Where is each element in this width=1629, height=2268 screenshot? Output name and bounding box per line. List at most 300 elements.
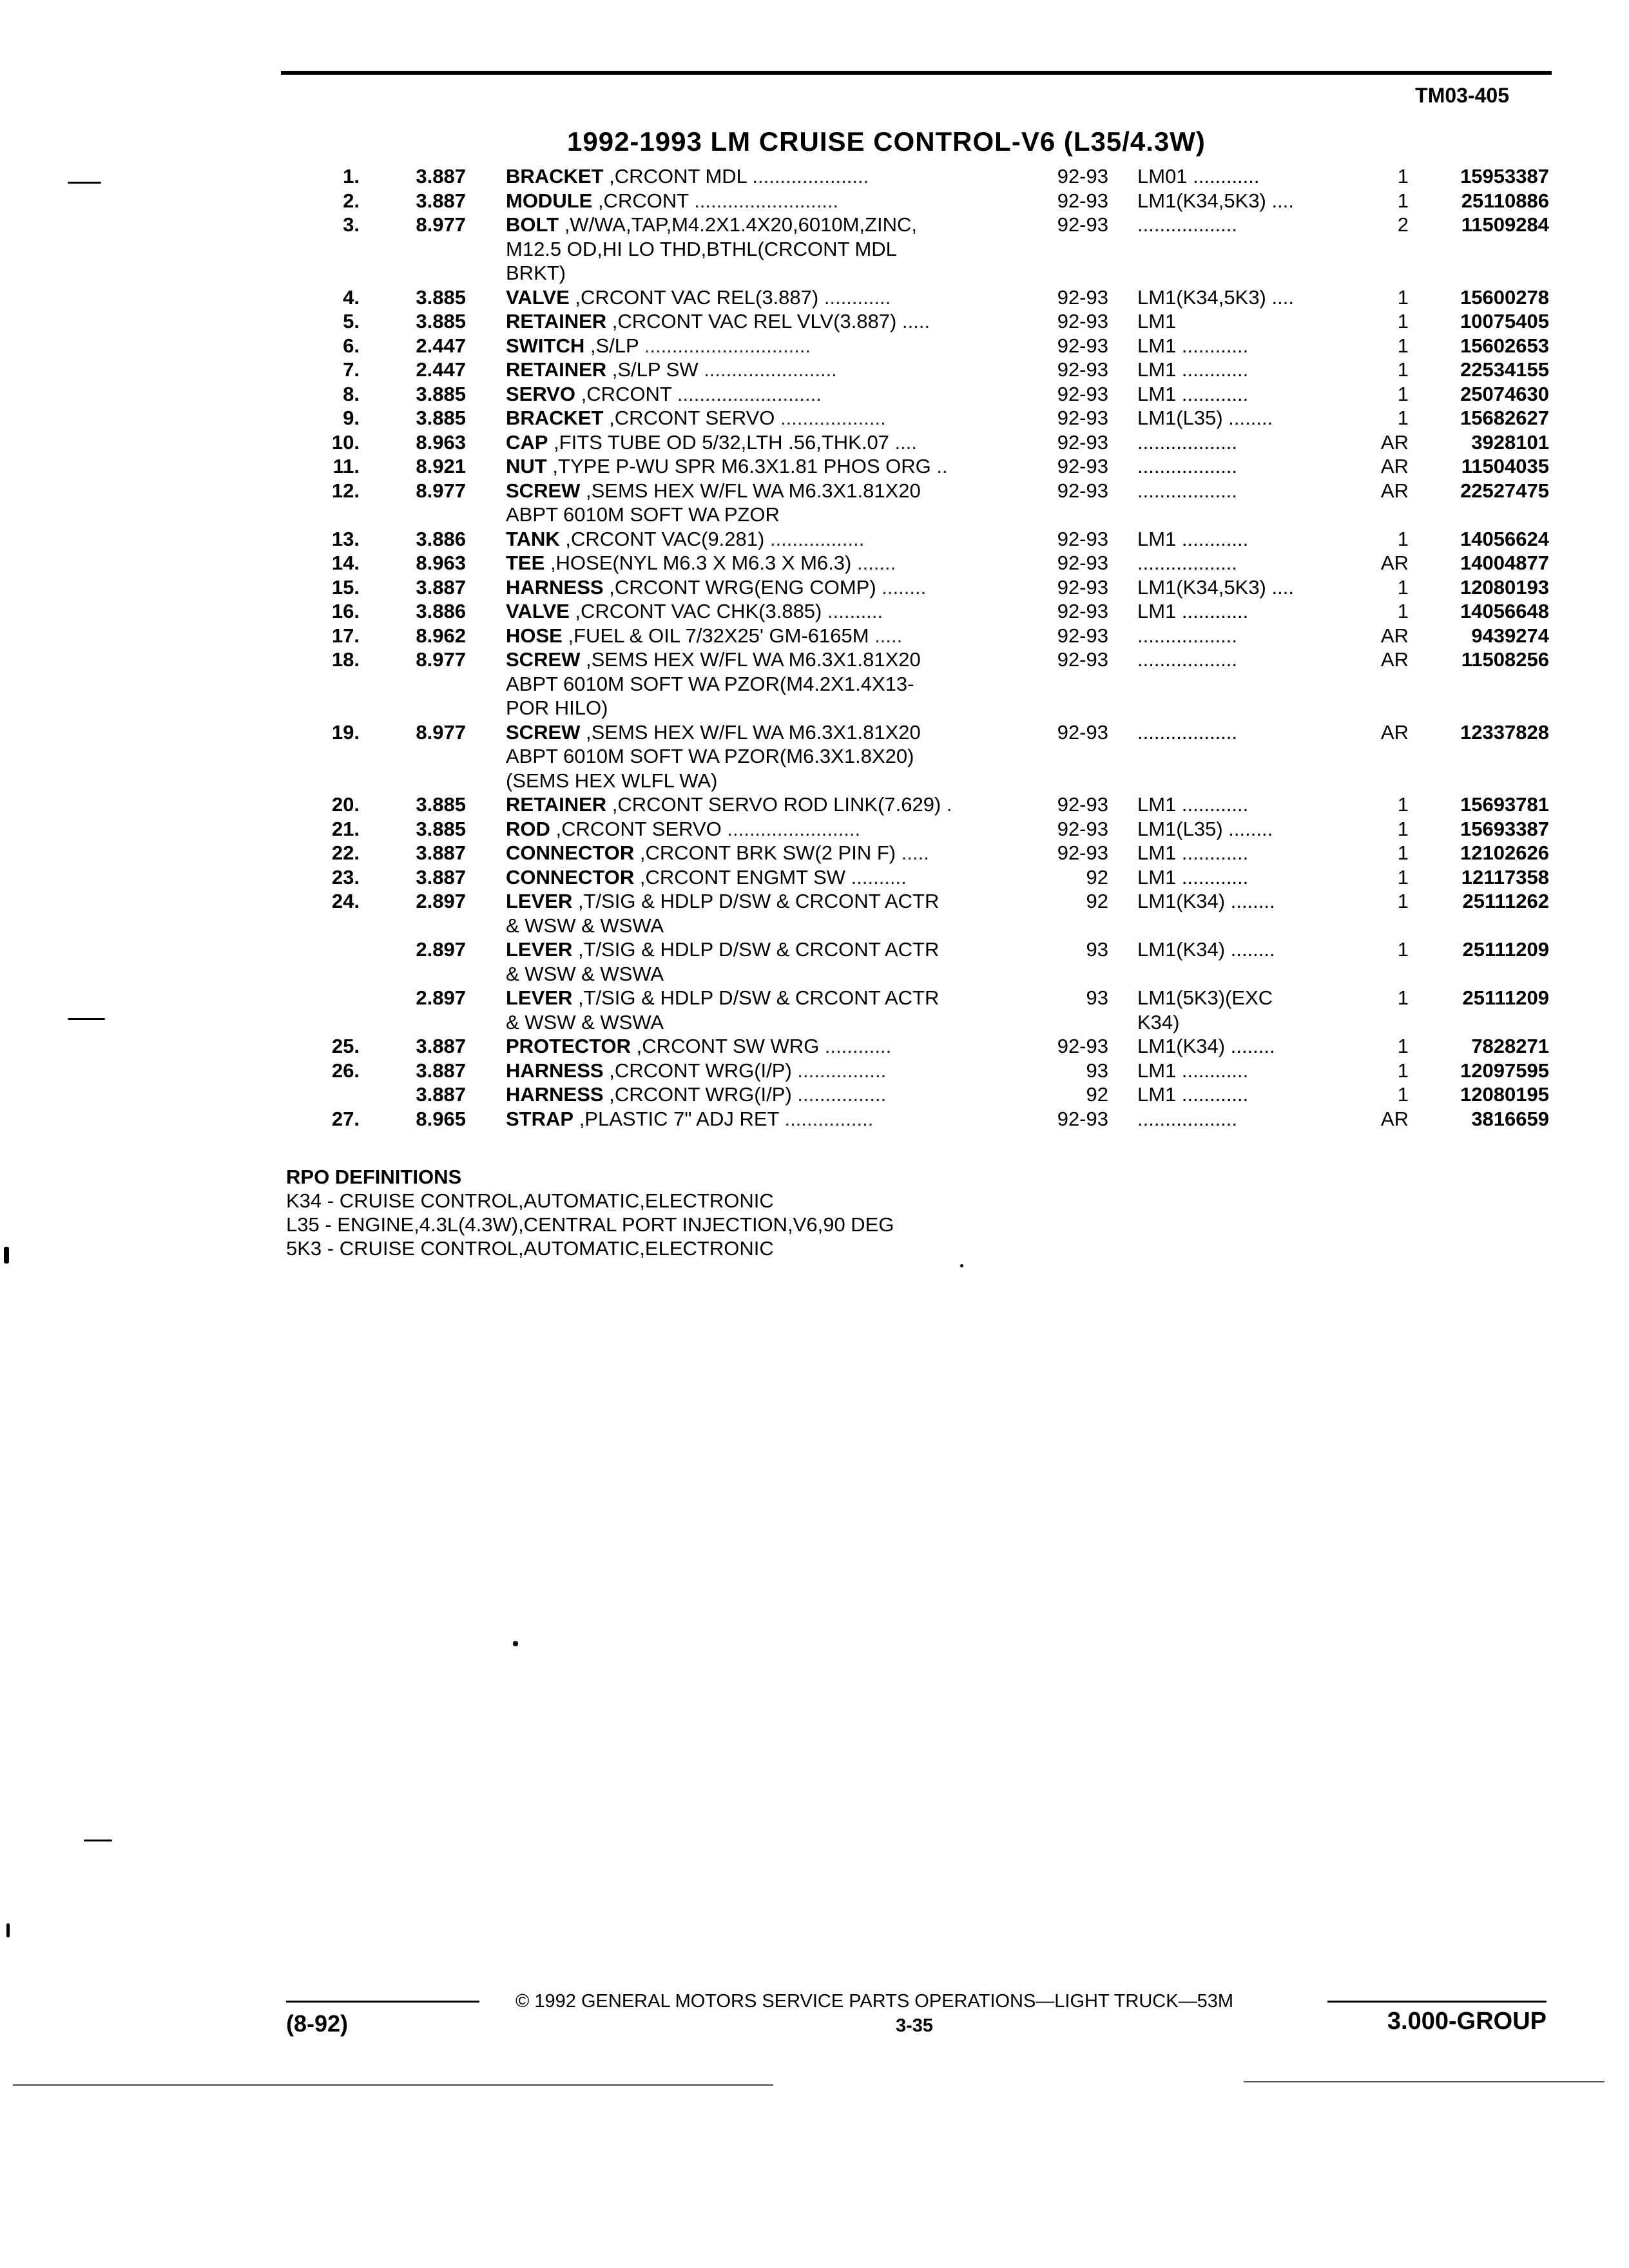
application: LM01 ............: [1137, 165, 1260, 187]
leader-dots: ................: [778, 1107, 874, 1130]
rpo-item: K34 - CRUISE CONTROL,AUTOMATIC,ELECTRONIC: [286, 1189, 774, 1212]
leader-dots: .....: [869, 624, 903, 647]
part-description: [506, 551, 1032, 575]
part-name: RETAINER: [506, 310, 607, 332]
part-number: 3816659: [1471, 1107, 1549, 1130]
part-description-continued: M12.5 OD,HI LO THD,BTHL(CRCONT MDL: [506, 237, 897, 260]
part-number: 12080193: [1460, 575, 1549, 599]
application: ..................: [1137, 648, 1238, 671]
part-detail: ,SEMS HEX W/FL WA M6.3X1.81X20: [580, 648, 921, 671]
part-number: 22527475: [1460, 479, 1549, 502]
scan-artifact-line: [13, 2084, 773, 2086]
application: LM1 ............: [1137, 382, 1249, 405]
part-name: LEVER: [506, 986, 573, 1009]
part-row: [303, 575, 1559, 600]
scan-artifact-mark: [84, 1840, 112, 1841]
leader-dots: ..........................: [688, 189, 839, 212]
part-number: 12102626: [1460, 841, 1549, 864]
scan-artifact-line: [1244, 2081, 1605, 2082]
model-years: 92-93: [1057, 165, 1108, 187]
part-detail: ,CRCONT VAC(9.281): [559, 527, 765, 550]
footer-page-number: 3-35: [896, 2015, 934, 2036]
leader-dots: .......: [851, 552, 896, 574]
model-years: 92-93: [1057, 213, 1108, 236]
part-detail: ,W/WA,TAP,M4.2X1.4X20,6010M,ZINC,: [559, 213, 917, 236]
part-description: [506, 1082, 1032, 1107]
part-detail: ,HOSE(NYL M6.3 X M6.3 X M6.3): [545, 552, 852, 574]
part-row: [303, 358, 1559, 382]
part-description: [506, 841, 1032, 865]
group-number: 3.885: [416, 285, 466, 309]
top-rule: [281, 71, 1552, 75]
leader-dots: ..........: [845, 865, 907, 889]
part-name: SCREW: [506, 648, 581, 671]
model-years: 92-93: [1057, 455, 1108, 477]
item-number: 2.: [343, 189, 360, 212]
part-description: [506, 986, 1032, 1010]
part-row: [303, 164, 1559, 189]
part-description: [506, 937, 1032, 962]
quantity: 1: [1397, 407, 1409, 429]
item-number: 9.: [343, 407, 360, 429]
part-description: [506, 527, 1032, 552]
application: LM1(L35) ........: [1137, 817, 1273, 840]
application: LM1(K34,5K3) ....: [1137, 285, 1294, 309]
group-number: 3.885: [416, 310, 466, 332]
part-number: 25074630: [1460, 382, 1549, 405]
quantity: AR: [1380, 648, 1409, 671]
rpo-item: 5K3 - CRUISE CONTROL,AUTOMATIC,ELECTRONIC: [286, 1237, 774, 1260]
part-row: [303, 527, 1559, 552]
group-number: 8.963: [416, 552, 466, 574]
part-detail: ,CRCONT WRG(ENG COMP): [603, 575, 876, 599]
group-number: 8.977: [416, 479, 466, 502]
group-number: 3.887: [416, 165, 466, 187]
part-description: [506, 648, 1032, 672]
part-row: [303, 309, 1559, 334]
part-number: 15682627: [1460, 407, 1549, 429]
part-number: 14004877: [1460, 552, 1549, 574]
item-number: 11.: [333, 455, 360, 477]
part-detail: ,T/SIG & HDLP D/SW & CRCONT ACTR: [572, 890, 940, 912]
quantity: 1: [1397, 793, 1409, 816]
quantity: 1: [1397, 165, 1409, 187]
application: LM1(K34) ........: [1137, 1035, 1275, 1057]
part-row: [303, 1034, 1559, 1059]
part-detail: ,SEMS HEX W/FL WA M6.3X1.81X20: [580, 720, 921, 744]
part-number: 25111209: [1462, 938, 1549, 961]
part-row: [303, 937, 1559, 986]
scan-artifact-dot: [960, 1264, 963, 1267]
quantity: 1: [1397, 358, 1409, 381]
model-years: 92-93: [1057, 600, 1108, 622]
model-years: 92-93: [1057, 334, 1108, 357]
part-detail: ,S/LP: [584, 334, 639, 357]
leader-dots: ........: [876, 575, 927, 599]
group-number: 3.885: [416, 793, 466, 816]
item-number: 26.: [331, 1059, 360, 1082]
leader-dots: .: [941, 793, 952, 816]
part-detail: ,T/SIG & HDLP D/SW & CRCONT ACTR: [572, 986, 940, 1009]
group-number: 2.897: [416, 938, 466, 961]
part-number: 10075405: [1460, 310, 1549, 332]
part-detail: ,T/SIG & HDLP D/SW & CRCONT ACTR: [572, 938, 940, 961]
group-number: 3.885: [416, 817, 466, 840]
model-years: 92-93: [1057, 310, 1108, 332]
part-detail: ,CRCONT VAC REL VLV(3.887): [606, 310, 897, 332]
part-number: 11509284: [1461, 213, 1549, 236]
part-row: [303, 382, 1559, 407]
part-number: 12337828: [1460, 720, 1549, 744]
quantity: 1: [1397, 890, 1409, 912]
part-row: [303, 1059, 1559, 1083]
part-row: [303, 406, 1559, 430]
part-description: [506, 285, 1032, 310]
group-number: 3.886: [416, 600, 466, 622]
quantity: AR: [1380, 479, 1409, 502]
application: LM1 ............: [1137, 1083, 1249, 1106]
group-number: 2.897: [416, 890, 466, 912]
item-number: 23.: [331, 865, 360, 889]
group-number: 3.887: [416, 841, 466, 864]
part-name: HARNESS: [506, 1083, 604, 1106]
application: LM1 ............: [1137, 841, 1249, 864]
part-name: BRACKET: [506, 165, 604, 187]
model-years: 92-93: [1057, 527, 1108, 550]
application: ..................: [1137, 213, 1238, 236]
part-description: [506, 889, 1032, 914]
group-number: 3.887: [416, 1083, 466, 1106]
leader-dots: ........................: [721, 817, 861, 840]
quantity: 1: [1397, 575, 1409, 599]
part-description-continued: POR HILO): [506, 697, 608, 719]
leader-dots: ....: [889, 430, 917, 454]
document-id: TM03-405: [1415, 84, 1509, 107]
quantity: 1: [1397, 600, 1409, 622]
part-name: ROD: [506, 817, 550, 840]
part-description: [506, 575, 1032, 600]
part-detail: ,CRCONT SERVO: [550, 817, 722, 840]
parts-list: [303, 164, 1559, 1131]
part-name: VALVE: [506, 285, 570, 309]
leader-dots: ..: [930, 455, 948, 477]
part-row: [303, 430, 1559, 455]
model-years: 92: [1086, 1083, 1108, 1106]
item-number: 1.: [343, 165, 360, 187]
rpo-item: L35 - ENGINE,4.3L(4.3W),CENTRAL PORT INJECTION,V6,90 DEG: [286, 1213, 894, 1236]
part-detail: ,CRCONT WRG(I/P): [603, 1059, 792, 1082]
footer-rule-left: [286, 2001, 479, 2003]
application: LM1 ............: [1137, 527, 1249, 550]
part-description-continued: ABPT 6010M SOFT WA PZOR(M4.2X1.4X13-: [506, 672, 914, 695]
item-number: 16.: [331, 600, 360, 622]
part-number: 14056648: [1460, 600, 1549, 622]
item-number: 6.: [343, 334, 360, 357]
leader-dots: .....: [896, 310, 930, 332]
part-detail: ,CRCONT VAC CHK(3.885): [569, 600, 822, 622]
item-number: 18.: [331, 648, 360, 671]
item-number: 10.: [331, 430, 360, 454]
quantity: AR: [1380, 455, 1409, 477]
application: ..................: [1137, 1107, 1238, 1130]
part-description-continued: BRKT): [506, 262, 566, 284]
part-detail: ,PLASTIC 7" ADJ RET: [574, 1107, 779, 1130]
part-description: [506, 624, 1032, 648]
application: LM1(K34,5K3) ....: [1137, 575, 1294, 599]
part-row: [303, 599, 1559, 624]
part-row: [303, 793, 1559, 817]
part-description: [506, 793, 1032, 817]
application: ..................: [1137, 479, 1238, 502]
part-number: 15693387: [1460, 817, 1549, 840]
item-number: 15.: [331, 575, 360, 599]
part-name: TEE: [506, 552, 545, 574]
part-name: RETAINER: [506, 358, 607, 381]
part-name: HARNESS: [506, 575, 604, 599]
model-years: 92-93: [1057, 648, 1108, 671]
part-description: [506, 1059, 1032, 1083]
part-number: 9439274: [1471, 624, 1549, 647]
model-years: 92-93: [1057, 720, 1108, 744]
part-detail: ,CRCONT SERVO ROD LINK(7.629): [606, 793, 941, 816]
part-detail: ,CRCONT: [592, 189, 689, 212]
part-row: [303, 479, 1559, 527]
quantity: AR: [1380, 430, 1409, 454]
part-detail: ,CRCONT VAC REL(3.887): [569, 285, 819, 309]
scan-artifact-dot: [513, 1641, 518, 1646]
part-row: [303, 551, 1559, 575]
leader-dots: .....: [896, 841, 929, 864]
item-number: 13.: [331, 527, 360, 550]
page-title: 1992-1993 LM CRUISE CONTROL-V6 (L35/4.3W): [567, 126, 1206, 157]
model-years: 93: [1086, 986, 1108, 1009]
scan-artifact-mark: [4, 1247, 9, 1264]
part-detail: ,CRCONT ENGMT SW: [634, 865, 846, 889]
item-number: 20.: [331, 793, 360, 816]
leader-dots: ........................: [698, 358, 837, 381]
part-row: [303, 624, 1559, 648]
part-description: [506, 1107, 1032, 1131]
model-years: 92: [1086, 890, 1108, 912]
part-description: [506, 164, 1032, 189]
item-number: 7.: [343, 358, 360, 381]
part-number: 25110886: [1461, 189, 1549, 212]
model-years: 92-93: [1057, 1035, 1108, 1057]
part-description: [506, 358, 1032, 382]
application: LM1(L35) ........: [1137, 407, 1273, 429]
group-number: 3.885: [416, 407, 466, 429]
item-number: 19.: [331, 720, 360, 744]
part-number: 14056624: [1460, 527, 1549, 550]
application: LM1 ............: [1137, 793, 1249, 816]
group-number: 3.887: [416, 1035, 466, 1057]
item-number: 17.: [331, 624, 360, 647]
leader-dots: ................: [791, 1059, 887, 1082]
part-name: TANK: [506, 527, 560, 550]
application: LM1(5K3)(EXC: [1137, 986, 1273, 1009]
footer-group: 3.000-GROUP: [1387, 2008, 1547, 2035]
part-description: [506, 430, 1032, 455]
model-years: 92-93: [1057, 382, 1108, 405]
part-row: [303, 841, 1559, 865]
part-name: BRACKET: [506, 407, 604, 429]
group-number: 8.977: [416, 213, 466, 236]
part-detail: ,CRCONT SERVO: [603, 407, 775, 429]
part-row: [303, 720, 1559, 793]
group-number: 3.887: [416, 1059, 466, 1082]
footer-date: (8-92): [286, 2010, 349, 2037]
part-number: 3928101: [1471, 430, 1549, 454]
part-row: [303, 986, 1559, 1034]
part-number: 7828271: [1471, 1035, 1549, 1057]
application: LM1(K34) ........: [1137, 890, 1275, 912]
part-number: 15693781: [1460, 793, 1549, 816]
part-row: [303, 189, 1559, 213]
part-detail: ,CRCONT WRG(I/P): [603, 1083, 792, 1106]
part-description-continued: (SEMS HEX WLFL WA): [506, 769, 718, 792]
quantity: 1: [1397, 841, 1409, 864]
part-description: [506, 720, 1032, 745]
item-number: 12.: [331, 479, 360, 502]
model-years: 92-93: [1057, 624, 1108, 647]
part-number: 22534155: [1460, 358, 1549, 381]
group-number: 3.886: [416, 527, 466, 550]
quantity: AR: [1380, 552, 1409, 574]
part-description: [506, 599, 1032, 624]
part-description: [506, 213, 1032, 237]
part-name: SERVO: [506, 382, 575, 405]
part-description-continued: & WSW & WSWA: [506, 914, 664, 937]
leader-dots: ...................: [775, 407, 886, 429]
part-description-continued: ABPT 6010M SOFT WA PZOR(M6.3X1.8X20): [506, 745, 914, 767]
item-number: 3.: [343, 213, 360, 236]
quantity: 1: [1397, 1083, 1409, 1106]
part-row: [303, 648, 1559, 720]
part-name: NUT: [506, 455, 547, 477]
part-description: [506, 406, 1032, 430]
quantity: 1: [1397, 1059, 1409, 1082]
application: LM1 ............: [1137, 334, 1249, 357]
item-number: 4.: [343, 285, 360, 309]
part-description: [506, 309, 1032, 334]
part-name: HARNESS: [506, 1059, 604, 1082]
part-description: [506, 382, 1032, 407]
group-number: 3.887: [416, 865, 466, 889]
application: LM1 ............: [1137, 1059, 1249, 1082]
application: LM1(K34) ........: [1137, 938, 1275, 961]
part-row: [303, 454, 1559, 479]
leader-dots: ..........: [822, 600, 883, 622]
model-years: 92-93: [1057, 575, 1108, 599]
footer-copyright: © 1992 GENERAL MOTORS SERVICE PARTS OPERATIONS—LIGHT TRUCK—53M: [516, 1991, 1233, 2012]
model-years: 92-93: [1057, 430, 1108, 454]
part-detail: ,CRCONT SW WRG: [631, 1035, 820, 1057]
quantity: 1: [1397, 285, 1409, 309]
rpo-definitions: [286, 1165, 894, 1260]
leader-dots: ..............................: [639, 334, 811, 357]
part-number: 12117358: [1461, 865, 1549, 889]
part-name: VALVE: [506, 600, 570, 622]
part-description: [506, 189, 1032, 213]
quantity: 1: [1397, 865, 1409, 889]
part-row: [303, 285, 1559, 310]
model-years: 92-93: [1057, 358, 1108, 381]
item-number: 24.: [331, 890, 360, 912]
leader-dots: .....................: [746, 165, 869, 187]
group-number: 3.885: [416, 382, 466, 405]
application: ..................: [1137, 455, 1238, 477]
part-name: LEVER: [506, 890, 573, 912]
part-row: [303, 817, 1559, 841]
part-number: 12097595: [1460, 1059, 1549, 1082]
part-description: [506, 1034, 1032, 1059]
quantity: 1: [1397, 310, 1409, 332]
part-row: [303, 213, 1559, 285]
scan-artifact-mark: [68, 182, 101, 184]
part-row: [303, 1082, 1559, 1107]
part-row: [303, 334, 1559, 358]
quantity: AR: [1380, 720, 1409, 744]
part-number: 15602653: [1460, 334, 1549, 357]
group-number: 2.447: [416, 358, 466, 381]
part-detail: ,SEMS HEX W/FL WA M6.3X1.81X20: [580, 479, 921, 502]
model-years: 92: [1086, 865, 1108, 889]
application: ..................: [1137, 624, 1238, 647]
group-number: 8.977: [416, 720, 466, 744]
part-name: RETAINER: [506, 793, 607, 816]
group-number: 8.965: [416, 1107, 466, 1130]
part-number: 11508256: [1461, 648, 1549, 671]
application: ..................: [1137, 720, 1238, 744]
application: LM1 ............: [1137, 358, 1249, 381]
quantity: 1: [1397, 817, 1409, 840]
footer-rule-right: [1327, 2001, 1547, 2003]
part-name: BOLT: [506, 213, 559, 236]
part-detail: ,CRCONT: [575, 382, 672, 405]
application: LM1(K34,5K3) ....: [1137, 189, 1294, 212]
part-description: [506, 454, 1032, 479]
model-years: 93: [1086, 938, 1108, 961]
model-years: 92-93: [1057, 552, 1108, 574]
part-description-continued: & WSW & WSWA: [506, 1010, 664, 1033]
part-name: CONNECTOR: [506, 841, 635, 864]
quantity: 1: [1397, 938, 1409, 961]
group-number: 3.887: [416, 189, 466, 212]
scan-artifact-mark: [68, 1018, 105, 1020]
part-name: SCREW: [506, 479, 581, 502]
part-name: SWITCH: [506, 334, 585, 357]
part-detail: ,FITS TUBE OD 5/32,LTH .56,THK.07: [548, 430, 889, 454]
model-years: 92-93: [1057, 817, 1108, 840]
group-number: 8.977: [416, 648, 466, 671]
part-number: 25111209: [1462, 986, 1549, 1009]
part-name: CAP: [506, 430, 548, 454]
item-number: 25.: [331, 1035, 360, 1057]
model-years: 93: [1086, 1059, 1108, 1082]
part-name: LEVER: [506, 938, 573, 961]
model-years: 92-93: [1057, 1107, 1108, 1130]
quantity: AR: [1380, 1107, 1409, 1130]
part-description: [506, 334, 1032, 358]
group-number: 2.447: [416, 334, 466, 357]
part-row: [303, 1107, 1559, 1131]
part-description: [506, 865, 1032, 890]
part-detail: ,FUEL & OIL 7/32X25' GM-6165M: [562, 624, 869, 647]
part-number: 15953387: [1460, 165, 1549, 187]
part-name: MODULE: [506, 189, 593, 212]
scan-artifact-mark: [6, 1923, 10, 1937]
part-name: HOSE: [506, 624, 563, 647]
